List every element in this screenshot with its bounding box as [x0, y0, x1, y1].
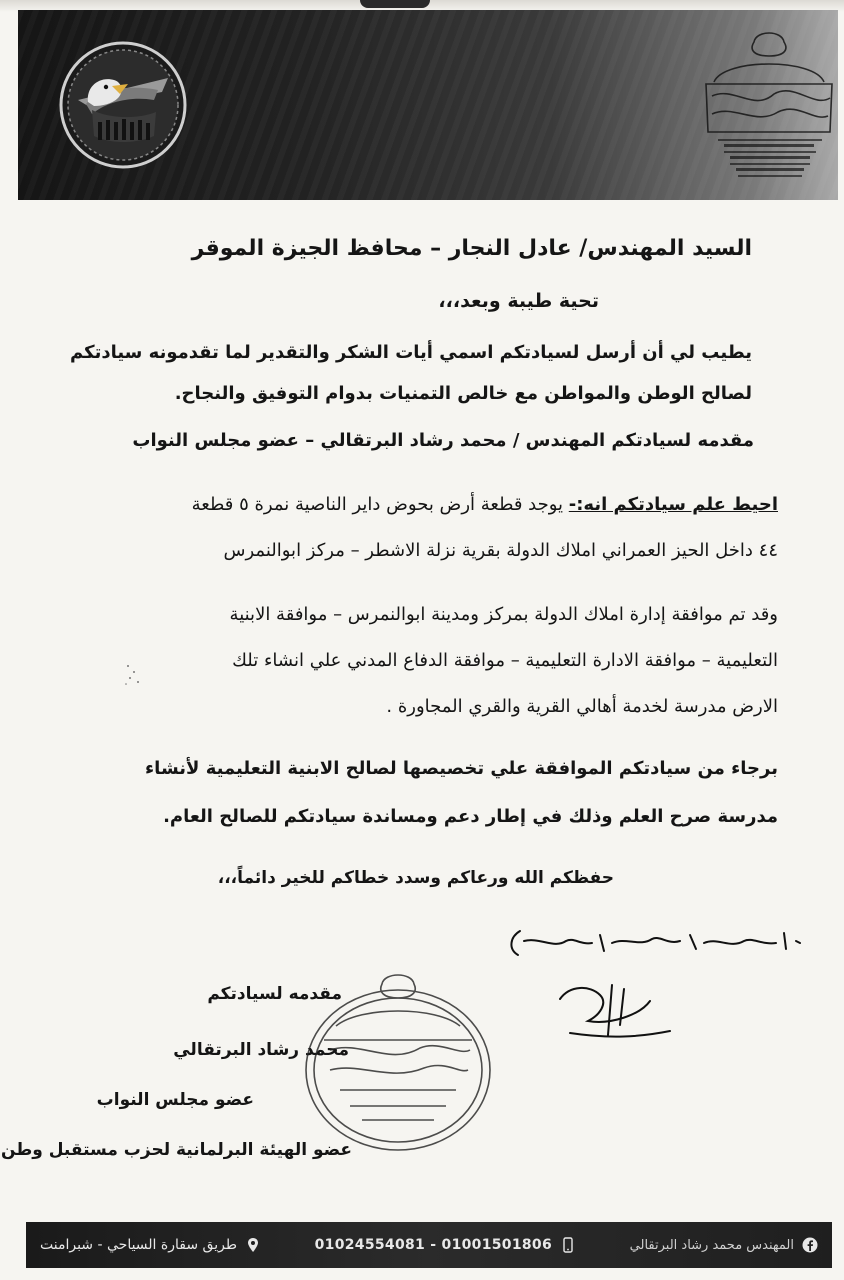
notice-lead: احيط علم سيادتكم انه:- [568, 494, 778, 515]
footer-facebook [630, 1237, 818, 1253]
greeting-line: تحية طيبة وبعد،،، [438, 290, 599, 312]
request-line-1: برجاء من سيادتكم الموافقة علي تخصيصها لصالح الابنية التعليمية لأنشاء [144, 758, 778, 779]
location-pin-icon [245, 1237, 261, 1253]
addressee-line: السيد المهندس/ عادل النجار – محافظ الجيزة الموقر [191, 236, 752, 261]
footer-phones [315, 1237, 576, 1253]
thanks-line-2: لصالح الوطن والمواطن مع خالص التمنيات بدوام التوفيق والنجاح. [174, 383, 752, 404]
signature-name: محمد رشاد البرتقالي [173, 1040, 349, 1060]
signature-title: عضو مجلس النواب [96, 1090, 254, 1110]
letterhead-banner [18, 10, 838, 200]
handwritten-referral-note [500, 915, 810, 1055]
official-stamp [300, 970, 495, 1155]
parliament-seal-watermark [694, 22, 838, 192]
paragraph-1-line-1-text: يوجد قطعة أرض بحوض داير الناصية نمرة ٥ قطعة [191, 494, 569, 515]
paragraph-1-line-2: ٤٤ داخل الحيز العمراني املاك الدولة بقرية نزلة الاشطر – مركز ابوالنمرس [223, 540, 778, 561]
presenter-line: مقدمه لسيادتكم المهندس / محمد رشاد البرتقالي – عضو مجلس النواب [132, 430, 754, 451]
closing-line: حفظكم الله ورعاكم وسدد خطاكم للخير دائماً،،، [217, 868, 614, 888]
paragraph-2-line-1: وقد تم موافقة إدارة املاك الدولة بمركز ومدينة ابوالنمرس – موافقة الابنية [229, 604, 778, 625]
thanks-line-1: يطيب لي أن أرسل لسيادتكم اسمي أيات الشكر والتقدير لما تقدمونه سيادتكم [70, 342, 752, 363]
signature-party-role: عضو الهيئة البرلمانية لحزب مستقبل وطن [0, 1140, 352, 1160]
footer-address-text: طريق سقارة السياحي - شبرامنت [40, 1237, 237, 1253]
facebook-icon [802, 1237, 818, 1253]
paragraph-1-line-1 [192, 494, 778, 515]
request-line-2: مدرسة صرح العلم وذلك في إطار دعم ومساندة سيادتكم للصالح العام. [163, 806, 778, 827]
footer-phone-numbers: 01024554081 - 01001501806 [314, 1237, 552, 1253]
scan-specks [120, 660, 150, 690]
eagle-emblem-logo [58, 40, 188, 170]
mobile-phone-icon [560, 1237, 576, 1253]
signature-presented-by: مقدمه لسيادتكم [207, 984, 342, 1004]
footer-facebook-name: المهندس محمد رشاد البرتقالي [629, 1237, 794, 1253]
footer-address [40, 1237, 261, 1253]
top-notch [360, 0, 430, 8]
paragraph-2-line-2: التعليمية – موافقة الادارة التعليمية – موافقة الدفاع المدني علي انشاء تلك [232, 650, 778, 671]
footer-bar [26, 1222, 832, 1268]
paragraph-2-line-3: الارض مدرسة لخدمة أهالي القرية والقري المجاورة . [386, 696, 778, 717]
